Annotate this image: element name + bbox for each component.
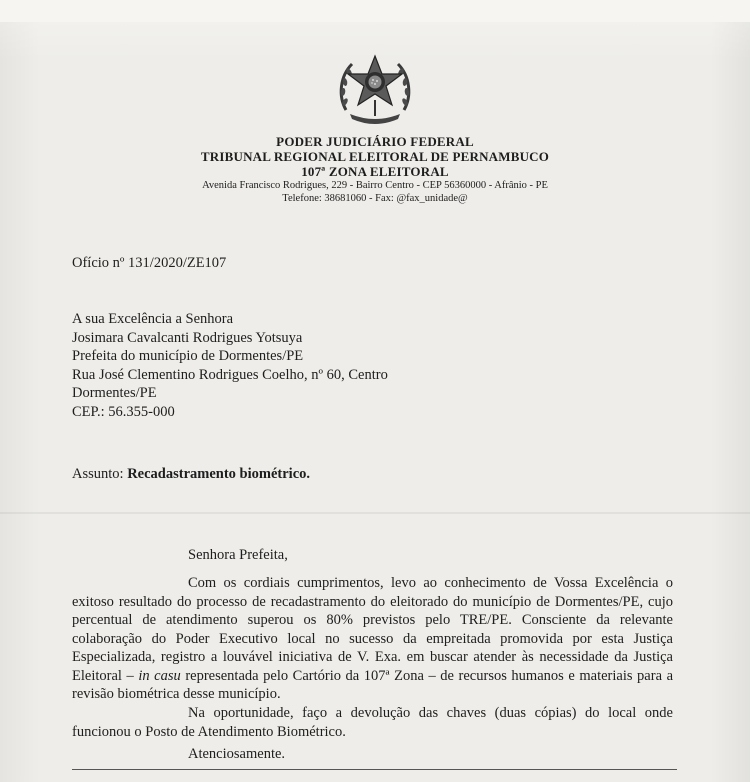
letterhead-address: Avenida Francisco Rodrigues, 229 - Bairro Centro - CEP 56360000 - Afrânio - PE <box>202 180 548 191</box>
oficio-number: Ofício nº 131/2020/ZE107 <box>72 255 227 271</box>
brazil-coat-of-arms-icon <box>336 52 414 128</box>
salutation: Senhora Prefeita, <box>188 547 288 563</box>
recipient-line-6: CEP.: 56.355-000 <box>72 403 175 420</box>
subject-label: Assunto: <box>72 466 124 482</box>
subject-value: Recadastramento biométrico. <box>127 466 311 482</box>
recipient-line-3: Prefeita do município de Dormentes/PE <box>72 348 304 364</box>
letterhead-line-1: PODER JUDICIÁRIO FEDERAL <box>276 134 474 149</box>
body-paragraph-1-italic: in casu <box>138 667 181 684</box>
letterhead-phone: Telefone: 38681060 - Fax: @fax_unidade@ <box>282 193 468 204</box>
bottom-divider <box>72 769 677 770</box>
letterhead-line-3: 107ª ZONA ELEITORAL <box>301 164 449 179</box>
body-paragraph-1 <box>72 574 673 704</box>
body-paragraph-2: Na oportunidade, faço a devolução das chaves (duas cópias) do local onde funcionou o Posto de Atendimento Biométrico. <box>72 705 673 740</box>
page-top-edge <box>0 0 750 22</box>
recipient-line-2: Josimara Cavalcanti Rodrigues Yotsuya <box>72 329 303 346</box>
recipient-block <box>72 310 388 421</box>
closing: Atenciosamente. <box>188 746 286 762</box>
body-paragraph-1-text-a: Com os cordiais cumprimentos, levo ao conhecimento de Vossa Excelência o exitoso resultado do processo de recadastramento do eleitorado do município de Dormentes/PE, cujo percentual de atendimento superou os 80% previstos pelo TRE/PE. Consciente da relevante colaboração do Poder Executivo local no sucesso da empreitada promovida por esta Justiça Especializada, registro a louvável iniciativa de V. Exa. em buscar atender às necessidade da Justiça Eleitoral – <box>72 575 673 684</box>
letterhead <box>0 134 750 205</box>
subject-line <box>72 465 310 484</box>
recipient-line-4: Rua José Clementino Rodrigues Coelho, nº 60, Centro <box>72 366 388 383</box>
recipient-line-1: A sua Excelência a Senhora <box>72 311 234 327</box>
letterhead-line-2: TRIBUNAL REGIONAL ELEITORAL DE PERNAMBUCO <box>200 149 550 164</box>
paper-fold-line <box>0 512 750 514</box>
body-paragraph-1-text-b: representada pelo Cartório da 107ª Zona – de recursos humanos e materiais para a revisão biométrica desse município. <box>72 667 674 702</box>
recipient-line-5: Dormentes/PE <box>72 385 157 401</box>
